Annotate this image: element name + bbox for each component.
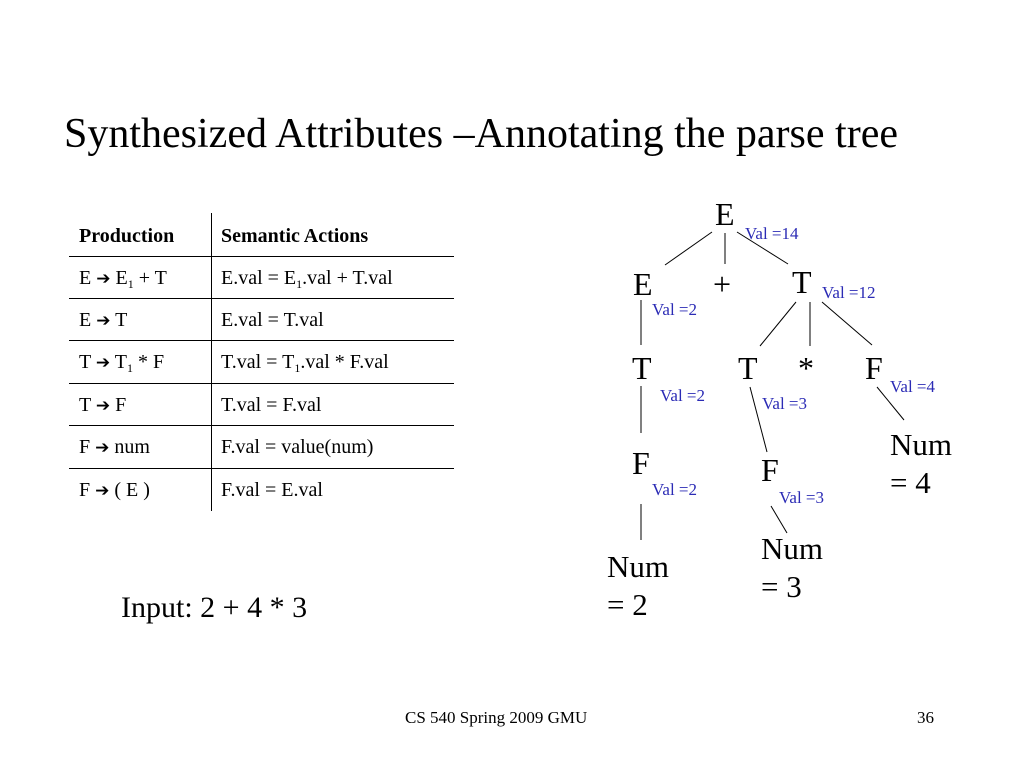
annotation-T-val: Val =12 [822,283,876,302]
input-expression: Input: 2 + 4 * 3 [121,591,308,624]
production-cell: T ➔ F [79,394,127,416]
semantic-action-cell: F.val = value(num) [221,436,374,458]
footer-course: CS 540 Spring 2009 GMU [405,708,588,727]
tree-leaf-num-2: Num = 2 [607,549,669,622]
annotation-F-left-val: Val =2 [652,480,697,499]
slide-title: Synthesized Attributes –Annotating the parse tree [64,111,898,157]
tree-node-T-mid: T [738,350,758,386]
tree-node-T: T [792,264,812,300]
tree-edge [760,302,796,346]
semantic-action-cell: E.val = T.val [221,309,324,331]
annotation-E-val: Val =2 [652,300,697,319]
production-cell: E ➔ T [79,309,128,331]
tree-node-star: * [798,350,814,386]
annotation-F-right-val: Val =4 [890,377,935,396]
semantic-action-cell: T.val = F.val [221,394,322,416]
production-cell: E ➔ $E_1 + T$ [79,267,167,291]
production-cell: T ➔ $T_1$ * F [79,351,165,375]
semantic-action-cell: F.val = E.val [221,479,323,501]
right-arrow-icon: ➔ [95,481,110,501]
tree-edge [822,302,872,345]
header-production: Production [79,225,175,247]
semantic-action-cell: $T.val = T_1.val * F.val$ [221,351,389,375]
tree-node-T-left: T [632,350,652,386]
tree-node-root-E: E [715,196,735,232]
annotation-root-val: Val =14 [745,224,799,243]
tree-node-E: E [633,266,653,302]
right-arrow-icon: ➔ [95,353,111,373]
production-cell: F ➔ ( E ) [79,479,150,501]
tree-leaf-num-3: Num = 3 [761,531,823,604]
footer-page-number: 36 [917,708,934,727]
right-arrow-icon: ➔ [95,438,110,458]
annotation-F-mid-val: Val =3 [779,488,824,507]
tree-edge [665,232,712,265]
tree-leaf-num-4: Num = 4 [890,427,952,500]
right-arrow-icon: ➔ [96,311,111,331]
tree-node-F-right: F [865,350,883,386]
tree-node-F-left: F [632,445,650,481]
annotation-T-mid-val: Val =3 [762,394,807,413]
production-cell: F ➔ num [79,436,150,458]
tree-edge [771,506,787,533]
tree-node-F-mid: F [761,452,779,488]
header-semantic-actions: Semantic Actions [221,225,369,247]
semantic-action-cell: $E.val = E_1.val + T.val$ [221,267,393,291]
right-arrow-icon: ➔ [96,269,111,289]
annotation-T-left-val: Val =2 [660,386,705,405]
tree-node-plus: + [713,266,732,302]
right-arrow-icon: ➔ [95,396,111,416]
